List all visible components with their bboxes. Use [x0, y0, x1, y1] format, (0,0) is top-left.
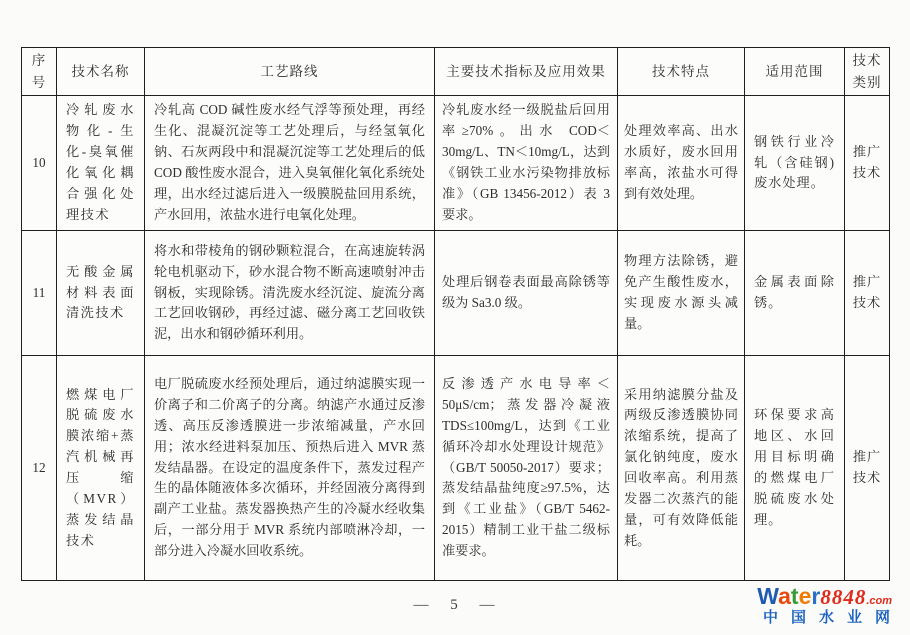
cell-features: 物理方法除锈，避免产生酸性废水，实现废水源头减量。	[618, 231, 745, 356]
logo-letter: r	[811, 583, 821, 609]
cell-process-route: 电厂脱硫废水经预处理后，通过纳滤膜实现一价离子和二价离子的分离。纳滤产水通过反渗透、高压反渗透膜进一步浓缩减量，产水回用；浓水经进料泵加压、预热后进入 MVR 蒸发结晶器。在设定的温度条件下，蒸发过程产生的晶体随液体多次循环，并经固液分离得到副产工业盐。蒸发器换热产生的冷凝水经收集后，一部分用于 MVR 系统内部喷淋冷却，一部分进入冷凝水回收系统。	[145, 356, 435, 581]
cell-indicators: 处理后钢卷表面最高除锈等级为 Sa3.0 级。	[435, 231, 618, 356]
col-header-serial: 序号	[22, 48, 57, 96]
cell-category: 推广技术	[845, 231, 890, 356]
cell-features: 处理效率高、出水水质好，废水回用率高，浓盐水可得到有效处理。	[618, 96, 745, 231]
page-number: — 5 —	[413, 597, 497, 613]
cell-serial: 11	[22, 231, 57, 356]
col-header-indicators: 主要技术指标及应用效果	[435, 48, 618, 96]
cell-scope: 环保要求高地区、水回用目标明确的燃煤电厂脱硫废水处理。	[745, 356, 845, 581]
logo-letter: a	[778, 583, 791, 609]
col-header-scope: 适用范围	[745, 48, 845, 96]
cell-process-route: 将水和带棱角的钢砂颗粒混合，在高速旋转涡轮电机驱动下，砂水混合物不断高速喷射冲击钢板，实现除锈。清洗废水经沉淀、旋流分离工艺回收钢砂，再经过滤、磁分离工艺回收铁泥，出水和钢砂循环利用。	[145, 231, 435, 356]
col-header-category: 技术类别	[845, 48, 890, 96]
cell-tech-name: 燃煤电厂脱硫废水膜浓缩+蒸汽机械再压缩（MVR）蒸发结晶技术	[57, 356, 145, 581]
logo-number: 8848	[820, 585, 867, 609]
col-header-process-route: 工艺路线	[145, 48, 435, 96]
logo-domain: .com	[866, 595, 892, 607]
table-header-row	[22, 48, 890, 96]
table-row	[22, 356, 890, 581]
cell-tech-name: 无酸金属材料表面清洗技术	[57, 231, 145, 356]
cell-serial: 12	[22, 356, 57, 581]
cell-category: 推广技术	[845, 356, 890, 581]
cell-tech-name: 冷轧废水物化-生化-臭氧催化氧化耦合强化处理技术	[57, 96, 145, 231]
water8848-logo	[757, 583, 903, 627]
logo-subtitle: 中国水业网	[762, 609, 903, 627]
logo-letter: t	[790, 583, 799, 609]
logo-wordmark	[757, 584, 892, 608]
cell-scope: 钢铁行业冷轧（含硅钢)废水处理。	[745, 96, 845, 231]
logo-letter: e	[798, 583, 812, 609]
cell-indicators: 冷轧废水经一级脱盐后回用率≥70%。出水 COD＜30mg/L、TN＜10mg/L，达到《钢铁工业水污染物排放标准》（GB 13456-2012）表 3 要求。	[435, 96, 618, 231]
col-header-tech-name: 技术名称	[57, 48, 145, 96]
cell-category: 推广技术	[845, 96, 890, 231]
table-row	[22, 96, 890, 231]
col-header-features: 技术特点	[618, 48, 745, 96]
logo-letter: W	[757, 583, 779, 609]
cell-indicators: 反渗透产水电导率＜50μS/cm；蒸发器冷凝液 TDS≤100mg/L，达到《工业循环冷却水处理设计规范》（GB/T 50050-2017）要求；蒸发结晶盐纯度≥97.5%，达到《工业盐》（GB/T 5462-2015）精制工业干盐二级标准要求。	[435, 356, 618, 581]
table-row	[22, 231, 890, 356]
cell-features: 采用纳滤膜分盐及两级反渗透膜协同浓缩系统，提高了氯化钠纯度，废水回收率高。利用蒸发器二次蒸汽的能量，可有效降低能耗。	[618, 356, 745, 581]
cell-scope: 金属表面除锈。	[745, 231, 845, 356]
cell-process-route: 冷轧高 COD 碱性废水经气浮等预处理，再经生化、混凝沉淀等工艺处理后，与经氢氧化钠、石灰两段中和混凝沉淀等工艺处理后的低 COD 酸性废水混合，进入臭氧催化氧化系统处理，出水经过滤后进入一级膜脱盐回用系统，产水回用，浓盐水进行电氧化处理。	[145, 96, 435, 231]
technology-table	[21, 47, 890, 581]
cell-serial: 10	[22, 96, 57, 231]
